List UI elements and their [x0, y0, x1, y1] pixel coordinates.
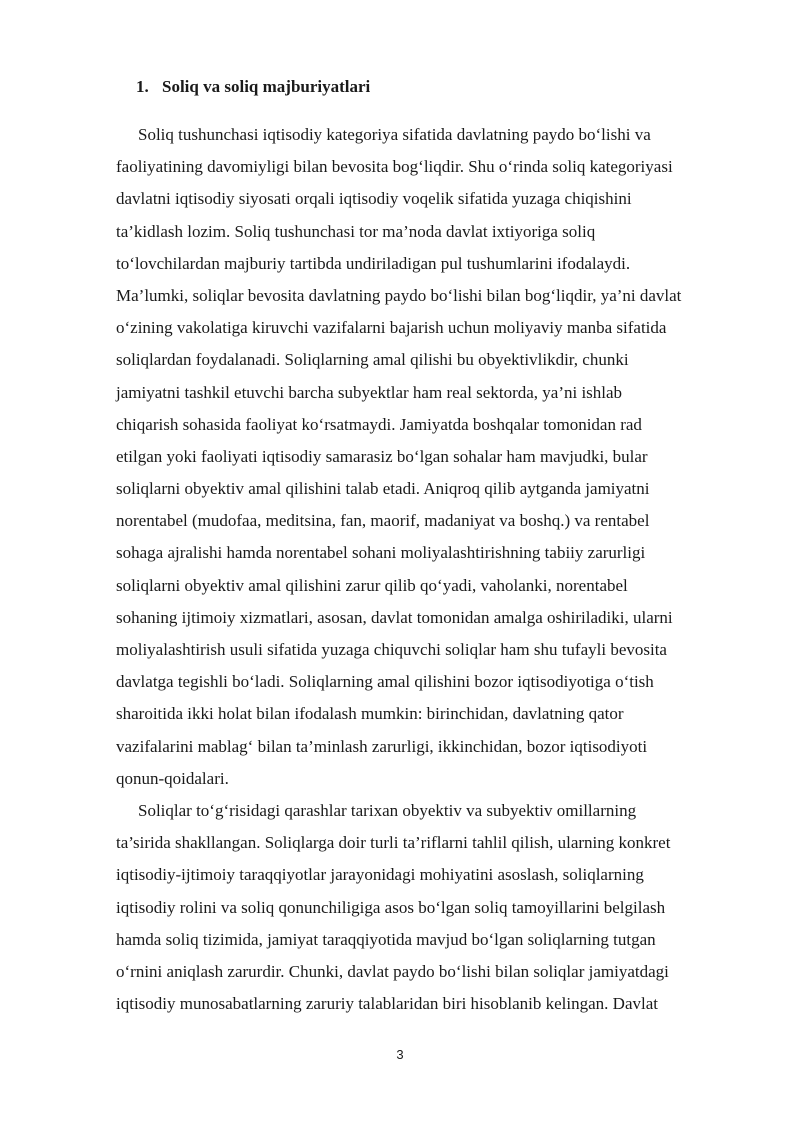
text-line: soliqlarni obyektiv amal qilishini zarur qilib qo‘yadi, vaholanki, norentabel	[116, 575, 628, 595]
text-line: norentabel (mudofaa, meditsina, fan, maorif, madaniyat va boshq.) va rentabel	[116, 511, 650, 531]
body-text	[116, 119, 756, 1020]
page-number: 3	[396, 1047, 404, 1062]
text-line: ta’sirida shakllangan. Soliqlarga doir turli ta’riflarni tahlil qilish, ularning konkret	[116, 833, 671, 853]
text-line: chiqarish sohasida faoliyat ko‘rsatmaydi. Jamiyatda boshqalar tomonidan rad	[116, 414, 642, 434]
text-line: qonun-qoidalari.	[116, 768, 229, 788]
text-line: soliqlarni obyektiv amal qilishini talab etadi. Aniqroq qilib aytganda jamiyatni	[116, 479, 650, 499]
text-line: o‘rnini aniqlash zarurdir. Chunki, davlat paydo bo‘lishi bilan soliqlar jamiyatdagi	[116, 961, 669, 981]
section-heading	[136, 76, 370, 98]
text-line: moliyalashtirish usuli sifatida yuzaga chiquvchi soliqlar ham shu tufayli bevosita	[116, 640, 667, 659]
text-line: sohaga ajralishi hamda norentabel sohani moliyalashtirishning tabiiy zarurligi	[116, 543, 646, 563]
text-line: o‘zining vakolatiga kiruvchi vazifalarni bajarish uchun moliyaviy manba sifatida	[116, 318, 667, 338]
text-line: iqtisodiy-ijtimoiy taraqqiyotlar jarayonidagi mohiyatini asoslash, soliqlarning	[116, 865, 644, 885]
section-number: 1.	[136, 77, 149, 96]
text-line: Soliqlar to‘g‘risidagi qarashlar tarixan obyektiv va subyektiv omillarning	[138, 800, 637, 820]
text-line: davlatga tegishli bo‘ladi. Soliqlarning amal qilishini bozor iqtisodiyotiga o‘tish	[116, 672, 654, 692]
text-line: to‘lovchilardan majburiy tartibda undiriladigan pul tushumlarini ifodalaydi.	[116, 253, 631, 273]
text-line: jamiyatni tashkil etuvchi barcha subyektlar ham real sektorda, ya’ni ishlab	[116, 382, 623, 402]
text-line: davlatni iqtisodiy siyosati orqali iqtisodiy voqelik sifatida yuzaga chiqishini	[116, 189, 632, 209]
text-line: ta’kidlash lozim. Soliq tushunchasi tor ma’noda davlat ixtiyoriga soliq	[116, 221, 596, 241]
text-line: soliqlardan foydalanadi. Soliqlarning amal qilishi bu obyektivlikdir, chunki	[116, 350, 629, 370]
text-line: Ma’lumki, soliqlar bevosita davlatning paydo bo‘lishi bilan bog‘liqdir, ya’ni davlat	[116, 285, 682, 305]
text-line: hamda soliq tizimida, jamiyat taraqqiyotida mavjud bo‘lgan soliqlarning tutgan	[116, 929, 656, 949]
text-line: sharoitida ikki holat bilan ifodalash mumkin: birinchidan, davlatning qator	[116, 704, 624, 724]
paragraph	[116, 119, 756, 795]
text-line: Soliq tushunchasi iqtisodiy kategoriya sifatida davlatning paydo bo‘lishi va	[138, 125, 651, 144]
paragraph	[116, 795, 756, 1020]
text-line: faoliyatining davomiyligi bilan bevosita bog‘liqdir. Shu o‘rinda soliq kategoriyasi	[116, 157, 673, 177]
text-line: iqtisodiy rolini va soliq qonunchiligiga asos bo‘lgan soliq tamoyillarini belgilash	[116, 897, 666, 917]
section-title: Soliq va soliq majburiyatlari	[162, 77, 371, 96]
text-line: etilgan yoki faoliyati iqtisodiy samarasiz bo‘lgan sohalar ham mavjudki, bular	[116, 446, 648, 466]
text-line: vazifalarini mablag‘ bilan ta’minlash zarurligi, ikkinchidan, bozor iqtisodiyoti	[116, 736, 648, 756]
text-line: iqtisodiy munosabatlarning zaruriy talablaridan biri hisoblanib kelingan. Davlat	[116, 994, 658, 1014]
text-line: sohaning ijtimoiy xizmatlari, asosan, davlat tomonidan amalga oshiriladiki, ularni	[116, 607, 673, 627]
